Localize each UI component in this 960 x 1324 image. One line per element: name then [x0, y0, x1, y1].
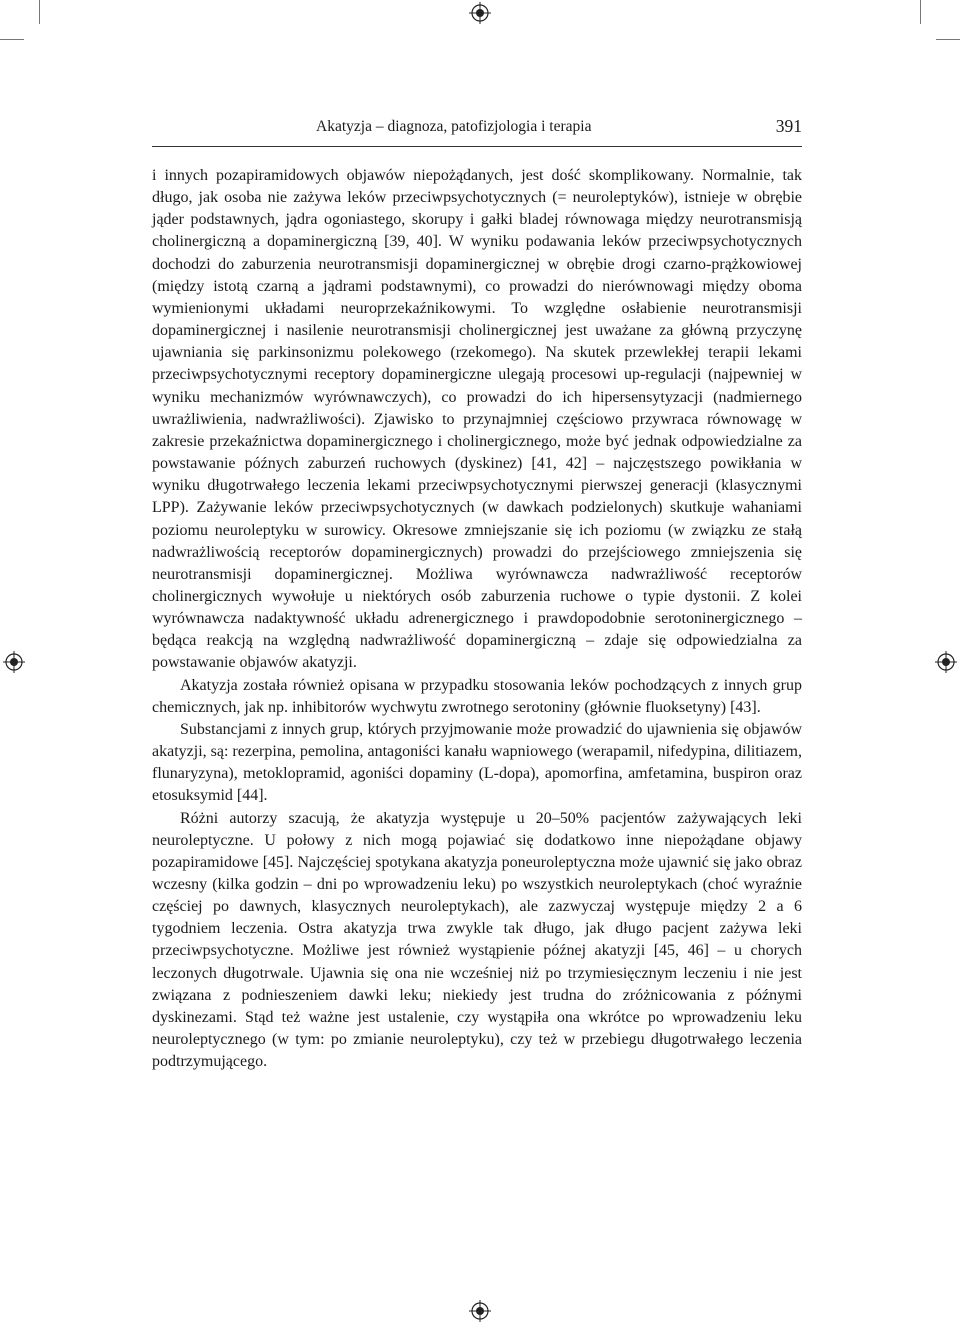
paragraph: Substancjami z innych grup, których przyjmowanie może prowadzić do ujawnienia się objawów akatyzji, są: rezerpina, pemolina, antagoniści kanału wapniowego (werapamil, nifedypina, dilitiazem, flunaryzyna), metoklopramid, agoniści dopaminy (L-dopa), apomorfina, amfetamina, buspiron oraz etosuksymid [44]. [152, 720, 802, 805]
crop-mark-top-left [39, 0, 40, 24]
paragraph: Różni autorzy szacują, że akatyzja występuje u 20–50% pacjentów zażywających leki neuroleptyczne. U połowy z nich mogą pojawiać się dodatkowo inne niepożądane objawy pozapiramidowe [45]. Najczęściej spotykana akatyzja poneuroleptyczna może ujawnić się jako obraz wczesny (kilka godzin – dni po wprowadzeniu leku) po wszystkich neuroleptykach (choć wyraźnie częściej po dawnych, klasycznych neuroleptykach), ale zazwyczaj występuje między 2 a 6 tygodniem leczenia. Ostra akatyzja trwa zwykle tak długo, jak długo pacjent zażywa leki przeciwpsychotyczne. Możliwe jest również wystąpienie późnej akatyzji [45, 46] – u chorych leczonych długotrwale. Ujawnia się ona nie wcześniej niż po trzymiesięcznym leczeniu i nie jest związana z podnieszeniem dawki leku; niekiedy jest trudna do zróżnicowania z późnymi dyskinezami. Stąd też ważne jest ustalenie, czy wystąpiła ona wkrótce po wprowadzeniu leku neuroleptycznego (w tym: po zmianie neuroleptyku), czy też w przebiegu długotrwałego leczenia podtrzymującego. [152, 809, 802, 1071]
paragraph: Akatyzja została również opisana w przypadku stosowania leków pochodzących z innych grup chemicznych, jak np. inhibitorów wychwytu zwrotnego serotoniny (głównie fluoksetyny) [43]. [152, 676, 802, 716]
registration-mark-icon [469, 1300, 491, 1322]
crop-mark-top-left-horizontal [0, 39, 24, 40]
registration-mark-icon [3, 651, 25, 673]
crop-mark-top-right [920, 0, 921, 24]
paragraph: i innych pozapiramidowych objawów niepożądanych, jest dość skomplikowany. Normalnie, tak długo, jak osoba nie zażywa leków przeciwpsychotycznych (= neuroleptyków), istnieje w obrębie jąder podstawnych, jądra ogoniastego, skorupy i gałki bladej równowaga między neurotransmisją cholinergiczną a dopaminergiczną [39, 40]. W wyniku podawania leków przeciwpsychotycznych dochodzi do zaburzenia neurotransmisji dopaminergicznej w obrębie drogi czarno-prążkowiowej (między istotą czarną a jądrami podstawnymi), co prowadzi do nierównowagi między oboma wymienionymi układami neuroprzekaźnikowymi. To względne osłabienie neurotransmisji dopaminergicznej i nasilenie neurotransmisji cholinergicznej jest uważane za główną przyczynę ujawniania się parkinsonizmu polekowego (rzekomego). Na skutek przewlekłej terapii lekami przeciwpsychotycznymi receptory dopaminergiczne ulegają procesowi up-regulacji (najpewniej w wyniku mechanizmów wyrównawczych), co prowadzi do ich hipersensytyzacji (nadmiernego uwrażliwienia, nadwrażliwości). Zjawisko to przynajmniej częściowo przywraca równowagę w zakresie przekaźnictwa dopaminergicznego i cholinergicznego, może być jednak odpowiedzialne za powstawanie późnych zaburzeń ruchowych (dyskinez) [41, 42] – najczęstszego powikłania w wyniku długotrwałego leczenia lekami przeciwpsychotycznymi pierwszej generacji (klasycznymi LPP). Zażywanie leków przeciwpsychotycznych (w dawkach podzielonych) skutkuje wahaniami poziomu neuroleptyku w surowicy. Okresowe zmniejszanie się ich poziomu (w związku ze stałą nadwrażliwością receptorów dopaminergicznych) prowadzi do przejściowego zmniejszenia się neurotransmisji dopaminergicznej. Możliwa wyrównawcza nadwrażliwość receptorów cholinergicznych wywołuje u niektórych osób zaburzenia ruchowe o typie dystonii. Z kolei wyrównawcza nadaktywność układu adrenergicznego i prawdopodobnie serotoninergicznego – będąca reakcją na względną nadwrażliwość dopaminergiczną – zdaje się odpowiedzialna za powstawanie objawów akatyzji. [152, 167, 802, 672]
registration-mark-icon [469, 2, 491, 24]
crop-mark-top-right-horizontal [936, 39, 960, 40]
page-number: 391 [775, 116, 802, 136]
running-header [152, 116, 802, 140]
header-rule [152, 146, 802, 147]
running-title: Akatyzja – diagnoza, patofizjologia i terapia [316, 118, 592, 135]
body-text [152, 165, 802, 1073]
registration-mark-icon [935, 651, 957, 673]
